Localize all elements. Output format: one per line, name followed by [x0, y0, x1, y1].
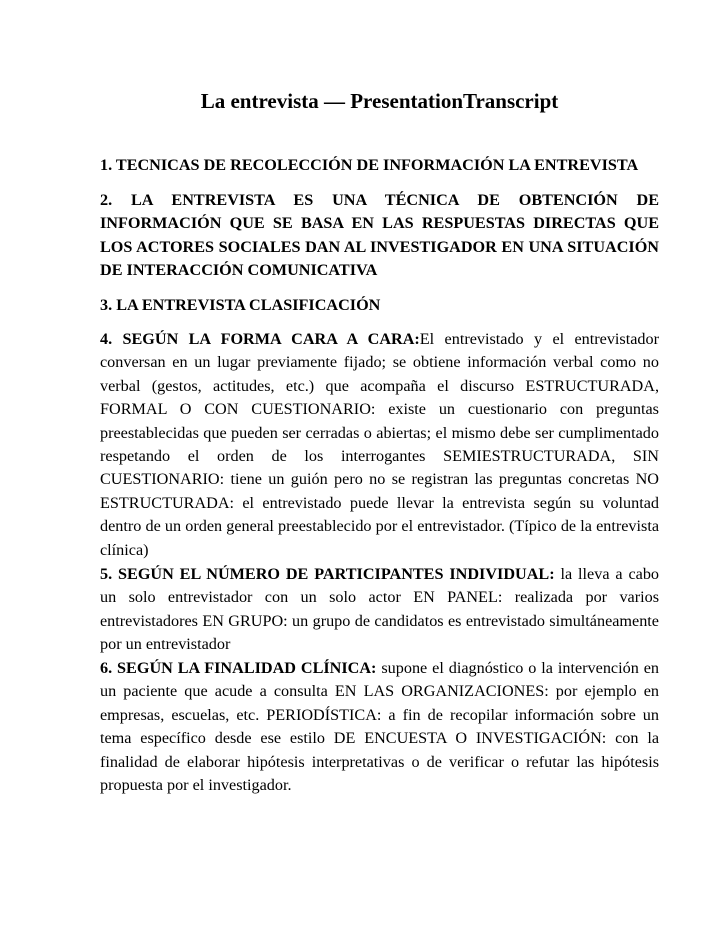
section-5-paragraph — [100, 563, 659, 657]
section-2-heading: 2. LA ENTREVISTA ES UNA TÉCNICA DE OBTENCIÓN DE INFORMACIÓN QUE SE BASA EN LAS RESPUESTAS DIRECTAS QUE LOS ACTORES SOCIALES DAN AL INVESTIGADOR EN UNA SITUACIÓN DE INTERACCIÓN COMUNICATIVA — [100, 191, 659, 280]
section-4-paragraph — [100, 328, 659, 562]
section-1-heading: 1. TECNICAS DE RECOLECCIÓN DE INFORMACIÓN LA ENTREVISTA — [100, 156, 639, 174]
section-5-lead: 5. SEGÚN EL NÚMERO DE PARTICIPANTES INDIVIDUAL: — [100, 565, 555, 583]
section-6-lead: 6. SEGÚN LA FINALIDAD CLÍNICA: — [100, 659, 377, 677]
document-title: La entrevista — PresentationTranscript — [200, 89, 559, 113]
section-3-heading: 3. LA ENTREVISTA CLASIFICACIÓN — [100, 296, 381, 314]
section-5-body: la lleva a cabo un solo entrevistador con un solo actor EN PANEL: realizada por varios entrevistadores EN GRUPO: un grupo de candidatos es entrevistado simultáneamente por un entrevistador — [100, 565, 660, 654]
section-4-body: El entrevistado y el entrevistador conversan en un lugar previamente fijado; se obtiene información verbal como no verbal (gestos, actitudes, etc.) que acompaña el discurso ESTRUCTURADA, FORMAL O CON CUESTIONARIO: existe un cuestionario con preguntas preestablecidas que pueden ser cerradas o abiertas; el mismo debe ser cumplimentado respetando el orden de los interrogantes SEMIESTRUCTURADA, SIN CUESTIONARIO: tiene un guión pero no se registran las preguntas concretas NO ESTRUCTURADA: el entrevistado puede llevar la entrevista según su voluntad dentro de un orden general preestablecido por el entrevistador. (Típico de la entrevista clínica) — [100, 330, 659, 559]
section-6-paragraph — [100, 657, 659, 797]
section-4-lead: 4. SEGÚN LA FORMA CARA A CARA: — [100, 330, 420, 348]
section-6-body: supone el diagnóstico o la intervención en un paciente que acude a consulta EN LAS ORGANIZACIONES: por ejemplo en empresas, escuelas, etc. PERIODÍSTICA: a fin de recopilar información sobre un tema específico desde ese estilo DE ENCUESTA O INVESTIGACIÓN: con la finalidad de elaborar hipótesis interpretativas o de verificar o refutar las hipótesis propuesta por el investigador. — [100, 659, 659, 795]
